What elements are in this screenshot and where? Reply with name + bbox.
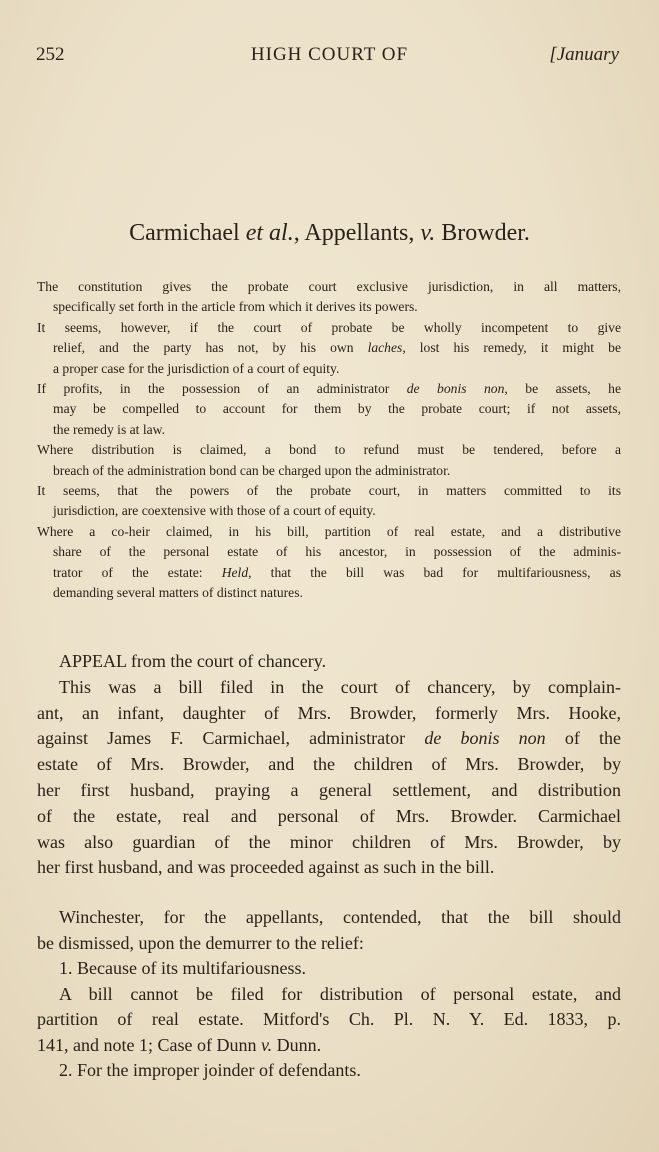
paragraph [37,481,621,522]
paragraph [37,675,621,881]
text-line [37,297,621,317]
italic-text: et al. [245,220,294,246]
text-segment: of the estate, real and personal of Mrs. Browder. Carmichael [37,805,621,826]
paragraph [37,1058,621,1084]
headnotes [37,277,621,604]
text-line [37,649,621,675]
text-segment: a proper case for the jurisdiction of a court of equity. [53,360,340,376]
text-segment: breach of the administration bond can be charged upon the administrator. [53,462,451,478]
text-segment: Browder. [435,220,530,246]
text-segment: If profits, in the possession of an administrator [37,381,407,397]
text-line [37,701,621,727]
text-segment: was also guardian of the minor children of Mrs. Browder, by [37,831,621,852]
running-title: HIGH COURT OF [250,44,409,65]
page-number: 252 [36,44,65,65]
text-segment: trator of the estate: [53,564,222,580]
text-line [37,1033,621,1059]
text-line [37,752,621,778]
italic-text: laches [367,340,403,356]
text-segment: Winchester, for the appellants, contended, that the bill should [59,907,621,927]
text-segment: against James F. Carmichael, administrator [37,728,425,749]
text-line [37,583,621,603]
text-segment: , that the bill was bad for multifariousness, as [248,564,622,580]
text-line [37,1058,621,1084]
paragraph [37,379,621,440]
text-segment: share of the personal estate of his ancestor, in possession of the adminis- [53,544,621,560]
text-line [37,420,621,440]
text-line [37,830,621,856]
text-segment: Dunn. [272,1034,322,1055]
text-line [37,778,621,804]
italic-text: de bonis non [406,381,505,397]
text-line [37,1007,621,1033]
text-line [37,956,621,982]
text-line [37,804,621,830]
text-line [37,542,621,562]
text-segment: specifically set forth in the article from which it derives its powers. [53,299,418,315]
text-line [37,931,621,957]
italic-text: Held [221,564,249,580]
paragraph [37,318,621,379]
text-line [37,338,621,358]
text-line [37,359,621,379]
text-segment: may be compelled to account for them by the probate court; if not assets, [53,401,621,417]
text-segment: APPEAL from the court of chancery. [59,651,327,671]
text-segment: partition of real estate. Mitford's Ch. Pl. N. Y. Ed. 1833, p. [37,1009,621,1029]
text-line [37,440,621,460]
text-segment: Where distribution is claimed, a bond to refund must be tendered, before a [37,442,621,458]
text-segment: her first husband, and was proceeded against as such in the bill. [37,857,495,878]
text-segment: the remedy is at law. [53,421,165,437]
text-line [37,522,621,542]
text-line [37,905,621,931]
text-line [37,982,621,1008]
text-segment: The constitution gives the probate court exclusive jurisdiction, in all matters, [37,279,621,294]
text-segment: 1. Because of its multifariousness. [59,958,306,978]
italic-text: v. [420,220,436,246]
text-segment: , be assets, he [504,381,621,397]
text-segment: Where a co-heir claimed, in his bill, partition of real estate, and a distributive [37,523,621,539]
paragraph [37,277,621,318]
text-line [37,726,621,752]
text-line [37,563,621,583]
text-line [37,501,621,521]
text-segment: It seems, that the powers of the probate court, in matters committed to its [37,483,621,499]
paragraph [37,982,621,1059]
paragraph [37,440,621,481]
text-segment: It seems, however, if the court of probate be wholly incompetent to give [37,319,621,335]
text-line [37,399,621,419]
text-segment: , lost his remedy, it might be [402,340,621,356]
argument [37,905,621,1084]
case-title [0,220,659,247]
text-segment: 2. For the improper joinder of defendants. [59,1060,361,1080]
paragraph [37,522,621,604]
running-month: [January [549,44,619,65]
text-line [37,277,621,297]
italic-text: v. [260,1034,273,1055]
paragraph [37,905,621,956]
text-segment: of the [545,728,622,749]
text-segment: relief, and the party has not, by his own [53,340,368,356]
text-line [37,379,621,399]
text-segment: A bill cannot be filed for distribution of personal estate, and [59,983,621,1004]
text-segment: ant, an infant, daughter of Mrs. Browder, formerly Mrs. Hooke, [37,702,621,723]
text-line [37,481,621,501]
text-line [37,675,621,701]
text-segment: be dismissed, upon the demurrer to the relief: [37,932,364,953]
text-segment: jurisdiction, are coextensive with those of a court of equity. [53,503,376,519]
text-line [37,318,621,338]
text-segment: , Appellants, [293,220,421,246]
paragraph [37,649,621,675]
text-line [37,855,621,881]
text-segment: Carmichael [129,220,246,246]
text-segment: 141, and note 1; Case of Dunn [37,1034,261,1055]
text-segment: estate of Mrs. Browder, and the children of Mrs. Browder, by [37,754,621,775]
text-segment: demanding several matters of distinct natures. [53,585,303,601]
case-statement [37,649,621,881]
text-line [37,461,621,481]
paragraph [37,956,621,982]
italic-text: de bonis non [424,728,546,749]
text-segment: This was a bill filed in the court of chancery, by complain- [59,676,621,697]
text-segment: her first husband, praying a general settlement, and distribution [37,779,621,800]
